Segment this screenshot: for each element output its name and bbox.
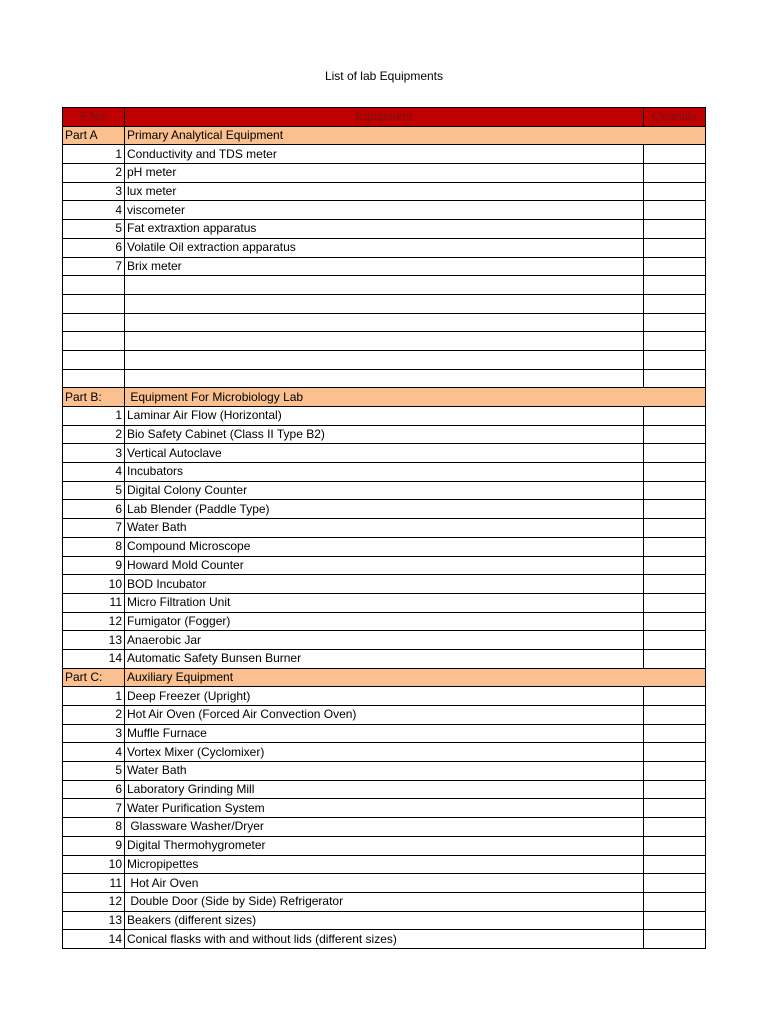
item-quantity (644, 463, 706, 482)
item-name (125, 332, 644, 351)
item-name: Micropipettes (125, 855, 644, 874)
item-name: Double Door (Side by Side) Refrigerator (125, 892, 644, 911)
table-row (63, 743, 706, 762)
section-title: Primary Analytical Equipment (125, 126, 706, 145)
item-quantity (644, 649, 706, 668)
item-name: lux meter (125, 182, 644, 201)
item-number: 11 (63, 593, 125, 612)
item-quantity (644, 892, 706, 911)
item-number: 1 (63, 145, 125, 164)
table-row (63, 780, 706, 799)
table-row (63, 369, 706, 388)
item-quantity (644, 780, 706, 799)
item-name: Brix meter (125, 257, 644, 276)
item-number: 3 (63, 444, 125, 463)
item-quantity (644, 706, 706, 725)
item-number: 14 (63, 930, 125, 949)
item-number: 7 (63, 257, 125, 276)
item-number: 6 (63, 238, 125, 257)
table-row (63, 855, 706, 874)
item-quantity (644, 612, 706, 631)
item-quantity (644, 145, 706, 164)
header-equipment: Equipment (125, 108, 644, 127)
item-quantity (644, 631, 706, 650)
item-quantity (644, 593, 706, 612)
section-row (63, 126, 706, 145)
table-row (63, 575, 706, 594)
item-name: Hot Air Oven (Forced Air Convection Oven) (125, 706, 644, 725)
table-row (63, 500, 706, 519)
section-label: Part C: (63, 668, 125, 687)
item-quantity (644, 444, 706, 463)
item-name (125, 369, 644, 388)
item-number: 4 (63, 463, 125, 482)
item-number: 5 (63, 481, 125, 500)
item-number (63, 276, 125, 295)
item-quantity (644, 537, 706, 556)
table-row (63, 911, 706, 930)
item-quantity (644, 762, 706, 781)
table-row (63, 537, 706, 556)
table-row (63, 593, 706, 612)
table-row (63, 276, 706, 295)
item-name: viscometer (125, 201, 644, 220)
table-row (63, 481, 706, 500)
table-row (63, 407, 706, 426)
page-title: List of lab Equipments (324, 69, 444, 83)
item-name: Deep Freezer (Upright) (125, 687, 644, 706)
table-row (63, 874, 706, 893)
item-name: Water Purification System (125, 799, 644, 818)
item-name: Lab Blender (Paddle Type) (125, 500, 644, 519)
section-title: Equipment For Microbiology Lab (125, 388, 706, 407)
table-row (63, 612, 706, 631)
table-row (63, 350, 706, 369)
item-name (125, 276, 644, 295)
table-row (63, 257, 706, 276)
item-quantity (644, 519, 706, 538)
item-quantity (644, 874, 706, 893)
item-name: Conductivity and TDS meter (125, 145, 644, 164)
item-name: pH meter (125, 164, 644, 183)
table-row (63, 556, 706, 575)
item-number: 9 (63, 836, 125, 855)
item-quantity (644, 425, 706, 444)
item-quantity (644, 930, 706, 949)
table-row (63, 762, 706, 781)
item-number: 2 (63, 706, 125, 725)
item-number (63, 350, 125, 369)
item-name: Digital Thermohygrometer (125, 836, 644, 855)
table-row (63, 892, 706, 911)
item-quantity (644, 575, 706, 594)
item-number (63, 294, 125, 313)
item-quantity (644, 556, 706, 575)
item-number: 6 (63, 500, 125, 519)
item-name: Micro Filtration Unit (125, 593, 644, 612)
item-name: Glassware Washer/Dryer (125, 818, 644, 837)
item-quantity (644, 369, 706, 388)
item-name (125, 313, 644, 332)
item-quantity (644, 294, 706, 313)
item-name (125, 350, 644, 369)
item-quantity (644, 313, 706, 332)
item-quantity (644, 799, 706, 818)
section-label: Part A (63, 126, 125, 145)
item-quantity (644, 201, 706, 220)
item-quantity (644, 407, 706, 426)
section-row (63, 388, 706, 407)
table-body (63, 126, 706, 948)
item-quantity (644, 332, 706, 351)
table-row (63, 649, 706, 668)
item-number: 14 (63, 649, 125, 668)
item-number: 1 (63, 407, 125, 426)
item-quantity (644, 350, 706, 369)
item-quantity (644, 743, 706, 762)
header-sno: S.No. (63, 108, 125, 127)
item-number (63, 332, 125, 351)
table-header-row (63, 108, 706, 127)
item-number: 12 (63, 892, 125, 911)
item-quantity (644, 481, 706, 500)
item-name: Volatile Oil extraction apparatus (125, 238, 644, 257)
table-row (63, 182, 706, 201)
item-quantity (644, 687, 706, 706)
item-quantity (644, 855, 706, 874)
table-row (63, 724, 706, 743)
item-number: 13 (63, 911, 125, 930)
table-row (63, 238, 706, 257)
item-number: 2 (63, 164, 125, 183)
item-number: 7 (63, 519, 125, 538)
item-name: Laboratory Grinding Mill (125, 780, 644, 799)
item-quantity (644, 276, 706, 295)
item-name: Automatic Safety Bunsen Burner (125, 649, 644, 668)
item-number: 4 (63, 201, 125, 220)
item-quantity (644, 182, 706, 201)
item-quantity (644, 836, 706, 855)
table-row (63, 519, 706, 538)
item-number: 6 (63, 780, 125, 799)
item-name: Vertical Autoclave (125, 444, 644, 463)
section-label: Part B: (63, 388, 125, 407)
item-number: 11 (63, 874, 125, 893)
section-row (63, 668, 706, 687)
item-number: 10 (63, 575, 125, 594)
table-row (63, 145, 706, 164)
item-number: 8 (63, 537, 125, 556)
table-row (63, 220, 706, 239)
item-quantity (644, 164, 706, 183)
item-name: Hot Air Oven (125, 874, 644, 893)
item-number: 13 (63, 631, 125, 650)
item-name: Laminar Air Flow (Horizontal) (125, 407, 644, 426)
table-row (63, 444, 706, 463)
header-quantity: Quantity (644, 108, 706, 127)
item-number: 2 (63, 425, 125, 444)
item-number: 10 (63, 855, 125, 874)
item-name: Digital Colony Counter (125, 481, 644, 500)
table-row (63, 332, 706, 351)
equipment-table (62, 107, 706, 949)
item-name: Howard Mold Counter (125, 556, 644, 575)
item-number: 9 (63, 556, 125, 575)
table-row (63, 836, 706, 855)
item-quantity (644, 724, 706, 743)
item-number (63, 313, 125, 332)
item-quantity (644, 238, 706, 257)
section-title: Auxiliary Equipment (125, 668, 706, 687)
item-number: 3 (63, 182, 125, 201)
table-row (63, 294, 706, 313)
table-row (63, 631, 706, 650)
item-quantity (644, 500, 706, 519)
table-row (63, 818, 706, 837)
item-number: 8 (63, 818, 125, 837)
item-name: Anaerobic Jar (125, 631, 644, 650)
item-name: BOD Incubator (125, 575, 644, 594)
item-name (125, 294, 644, 313)
table-row (63, 930, 706, 949)
item-quantity (644, 911, 706, 930)
item-number: 12 (63, 612, 125, 631)
table-row (63, 201, 706, 220)
item-number: 5 (63, 220, 125, 239)
table-row (63, 687, 706, 706)
item-number: 3 (63, 724, 125, 743)
item-name: Beakers (different sizes) (125, 911, 644, 930)
table-row (63, 706, 706, 725)
item-name: Compound Microscope (125, 537, 644, 556)
item-number: 4 (63, 743, 125, 762)
item-name: Fat extraxtion apparatus (125, 220, 644, 239)
item-number (63, 369, 125, 388)
table-row (63, 164, 706, 183)
item-name: Vortex Mixer (Cyclomixer) (125, 743, 644, 762)
item-quantity (644, 257, 706, 276)
item-name: Water Bath (125, 519, 644, 538)
item-name: Bio Safety Cabinet (Class II Type B2) (125, 425, 644, 444)
item-name: Incubators (125, 463, 644, 482)
item-number: 7 (63, 799, 125, 818)
item-name: Fumigator (Fogger) (125, 612, 644, 631)
item-name: Muffle Furnace (125, 724, 644, 743)
item-quantity (644, 220, 706, 239)
table-row (63, 425, 706, 444)
item-quantity (644, 818, 706, 837)
item-name: Water Bath (125, 762, 644, 781)
table-row (63, 313, 706, 332)
item-number: 5 (63, 762, 125, 781)
table-row (63, 463, 706, 482)
table-row (63, 799, 706, 818)
item-number: 1 (63, 687, 125, 706)
item-name: Conical flasks with and without lids (different sizes) (125, 930, 644, 949)
